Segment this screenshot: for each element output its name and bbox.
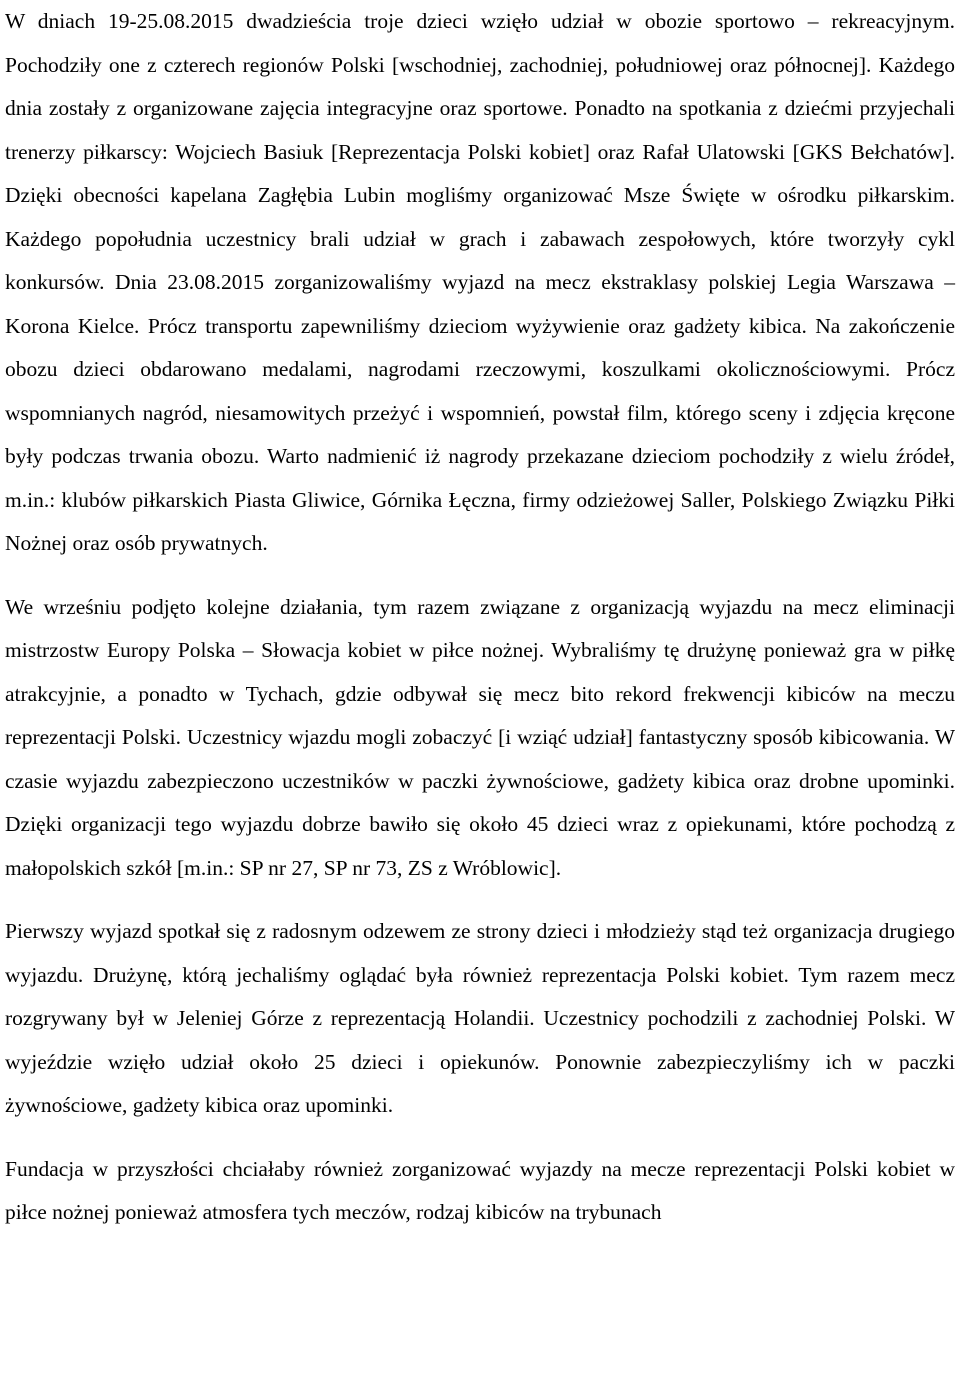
- document-page: [5, 0, 955, 1235]
- paragraph-summer-camp: W dniach 19-25.08.2015 dwadzieścia troje dzieci wzięło udział w obozie sportowo – rekreacyjnym. Pochodziły one z czterech regionów Polski [wschodniej, zachodniej, południowej oraz północnej]. Każdego dnia zostały z organizowane zajęcia integracyjne oraz sportowe. Ponadto na spotkania z dziećmi przyjechali trenerzy piłkarscy: Wojciech Basiuk [Reprezentacja Polski kobiet] oraz Rafał Ulatowski [GKS Bełchatów]. Dzięki obecności kapelana Zagłębia Lubin mogliśmy organizować Msze Święte w ośrodku piłkarskim. Każdego popołudnia uczestnicy brali udział w grach i zabawach zespołowych, które tworzyły cykl konkursów. Dnia 23.08.2015 zorganizowaliśmy wyjazd na mecz ekstraklasy polskiej Legia Warszawa – Korona Kielce. Prócz transportu zapewniliśmy dzieciom wyżywienie oraz gadżety kibica. Na zakończenie obozu dzieci obdarowano medalami, nagrodami rzeczowymi, koszulkami okolicznościowymi. Prócz wspomnianych nagród, niesamowitych przeżyć i wspomnień, powstał film, którego sceny i zdjęcia kręcone były podczas trwania obozu. Warto nadmienić iż nagrody przekazane dzieciom pochodziły z wielu źródeł, m.in.: klubów piłkarskich Piasta Gliwice, Górnika Łęczna, firmy odzieżowej Saller, Polskiego Związku Piłki Nożnej oraz osób prywatnych.: [5, 9, 955, 555]
- paragraph-september-trip: We wrześniu podjęto kolejne działania, tym razem związane z organizacją wyjazdu na mecz eliminacji mistrzostw Europy Polska – Słowacja kobiet w piłce nożnej. Wybraliśmy tę drużynę ponieważ gra w piłkę atrakcyjnie, a ponadto w Tychach, gdzie odbywał się mecz bito rekord frekwencji kibiców na meczu reprezentacji Polski. Uczestnicy wjazdu mogli zobaczyć [i wziąć udział] fantastyczny sposób kibicowania. W czasie wyjazdu zabezpieczono uczestników w paczki żywnościowe, gadżety kibica oraz drobne upominki. Dzięki organizacji tego wyjazdu dobrze bawiło się około 45 dzieci wraz z opiekunami, które pochodzą z małopolskich szkół [m.in.: SP nr 27, SP nr 73, ZS z Wróblowic].: [5, 594, 955, 880]
- paragraph-future-plans: Fundacja w przyszłości chciałaby również zorganizować wyjazdy na mecze reprezentacji Polski kobiet w piłce nożnej ponieważ atmosfera tych meczów, rodzaj kibiców na trybunach: [5, 1156, 955, 1224]
- paragraph-second-trip: Pierwszy wyjazd spotkał się z radosnym odzewem ze strony dzieci i młodzieży stąd też organizacja drugiego wyjazdu. Drużynę, którą jechaliśmy oglądać była również reprezentacja Polski kobiet. Tym razem mecz rozgrywany był w Jeleniej Górze z reprezentacją Holandii. Uczestnicy pochodzili z zachodniej Polski. W wyjeździe wzięło udział około 25 dzieci i opiekunów. Ponownie zabezpieczyliśmy ich w paczki żywnościowe, gadżety kibica oraz upominki.: [5, 919, 955, 1117]
